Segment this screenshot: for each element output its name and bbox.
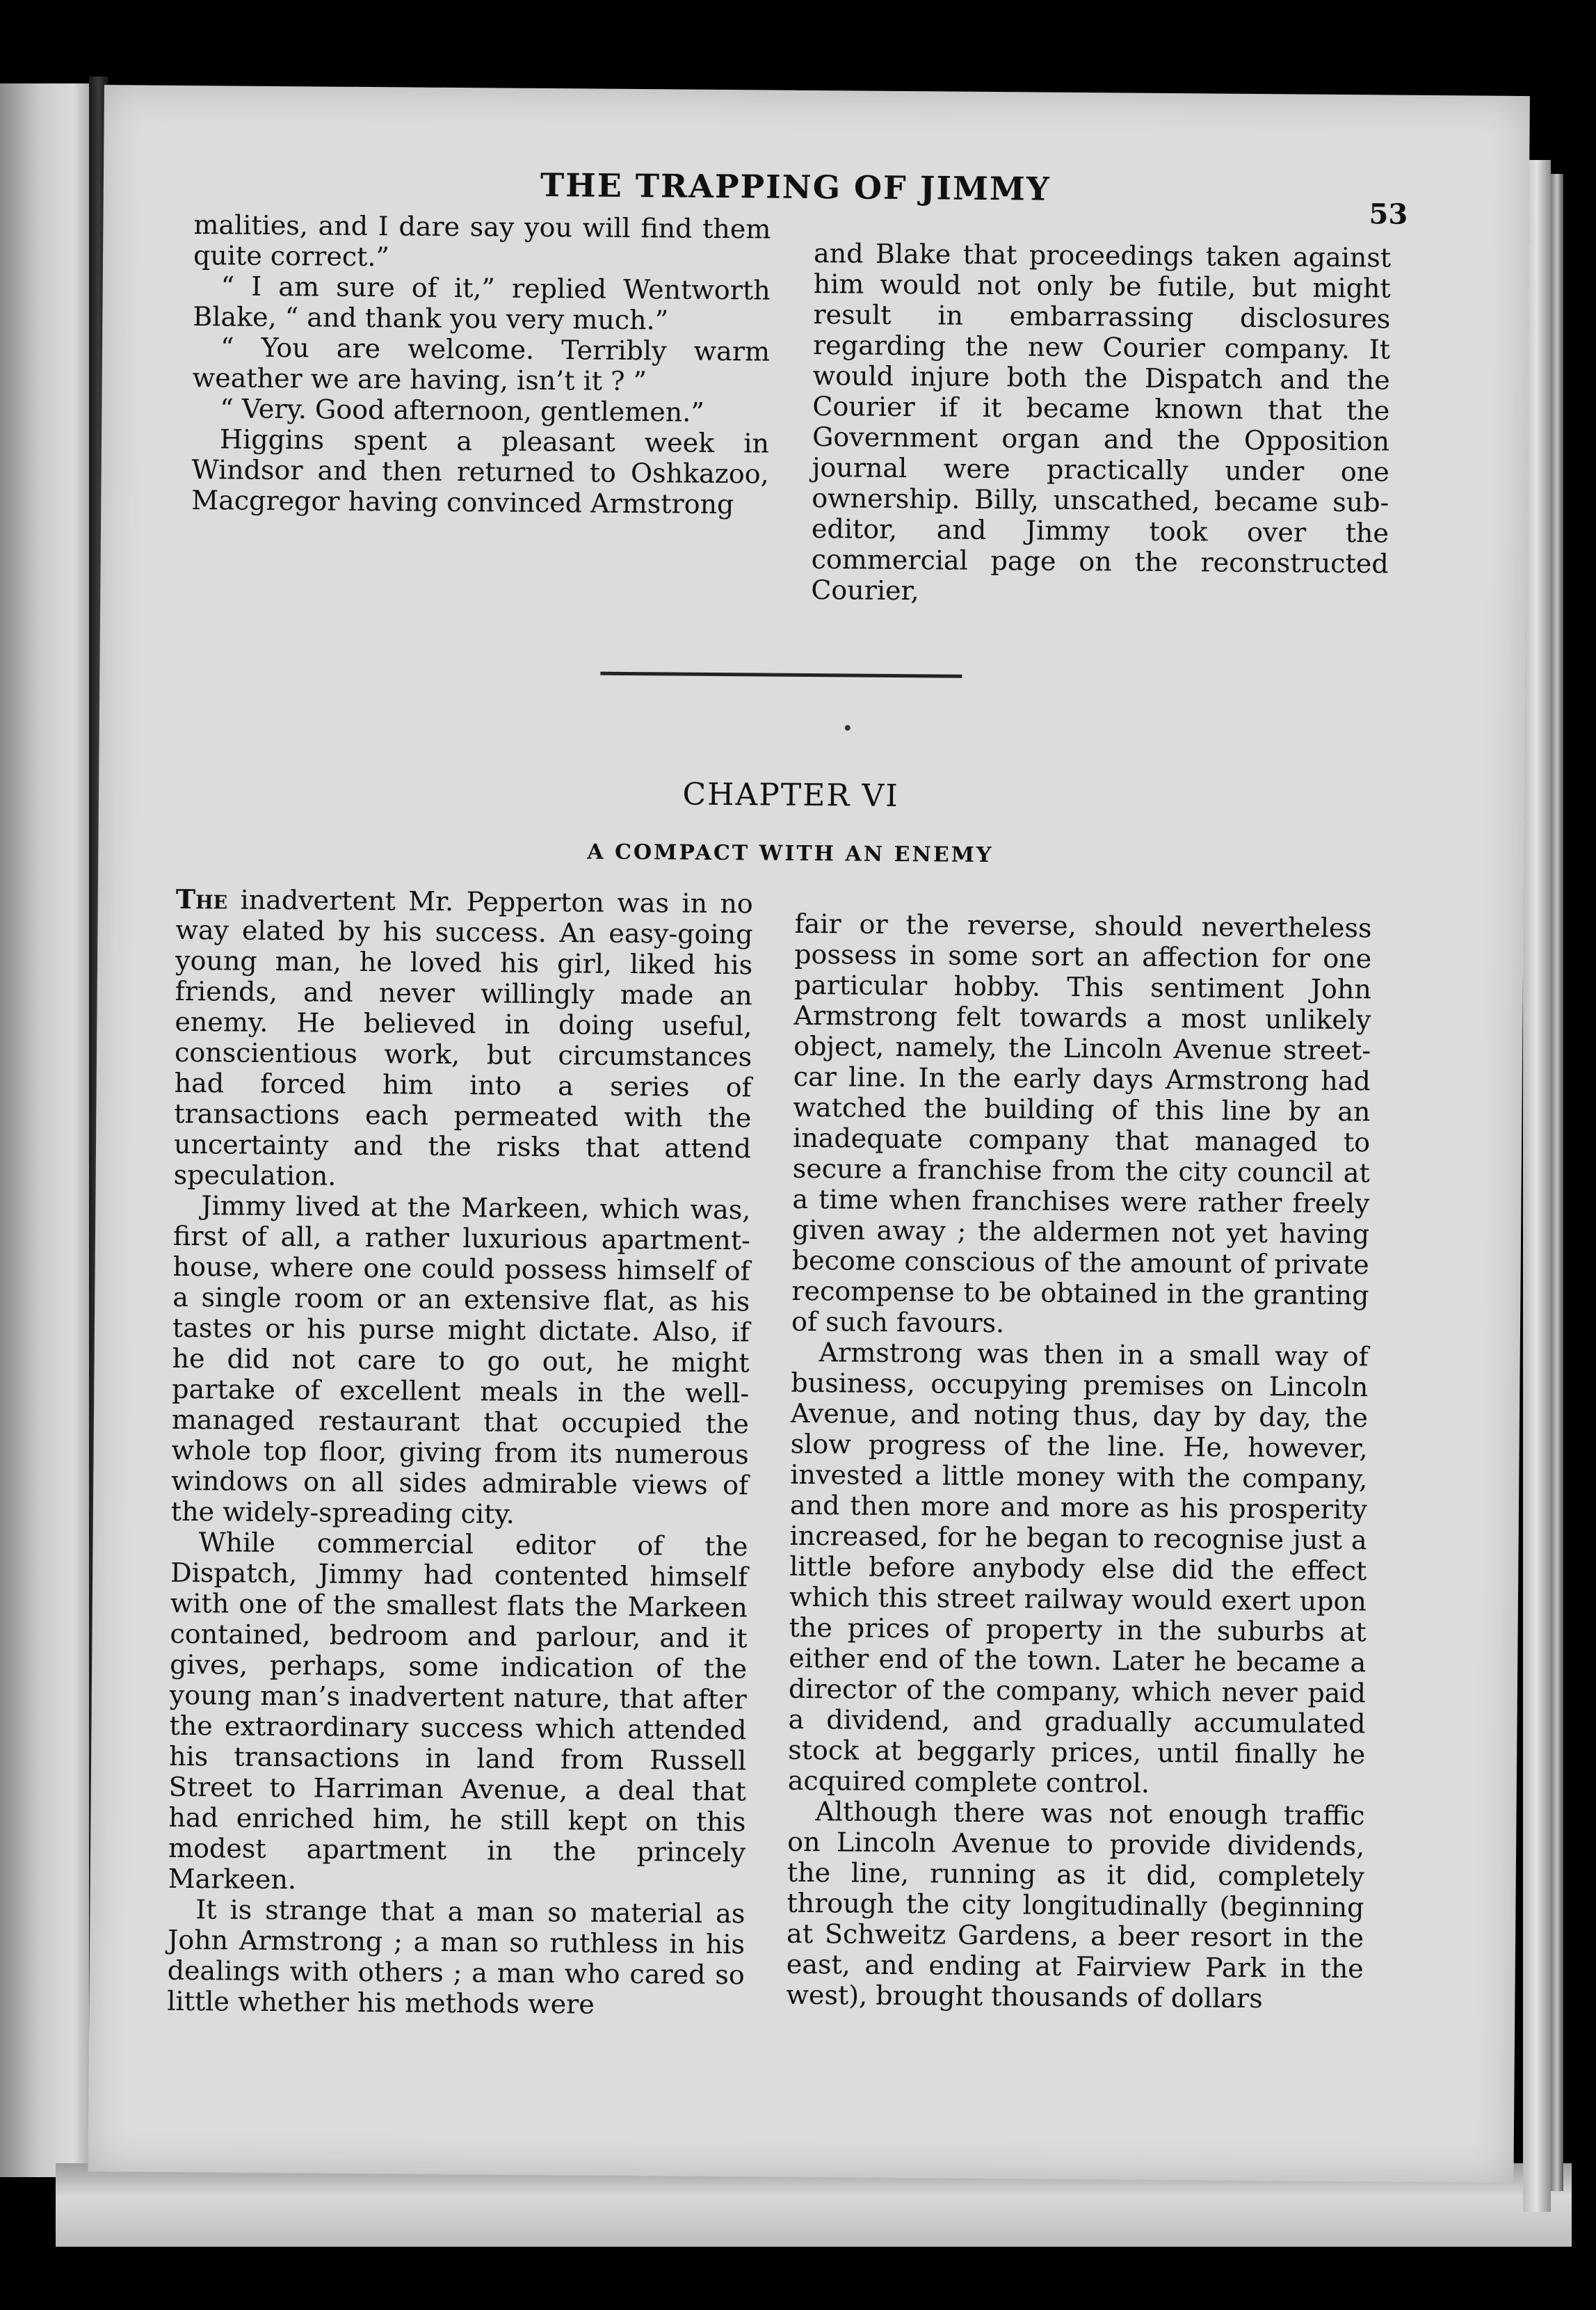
facing-page-edge xyxy=(0,83,97,2177)
paragraph: While commercial editor of the Dispatch, Jimmy had contented himself with one of the smallest flats the Markeen contained, bedroom and parlour, and it gives, perhaps, some indication of the young man’s inadvertent nature, that after the extraordinary success which attended his transactions in land from Russell Street to Harriman Avenue, a deal that had enriched him, he still kept on this modest apartment in the princely Markeen. xyxy=(168,1527,748,1895)
paragraph-text: inadvertent Mr. Pepperton was in no way elated by his success. An easy-going young man, he loved his girl, liked his friends, and never willingly made an enemy. He believed in doing useful, conscientious work, but circumstances had forced him into a series of transactions each permeated with the uncertainty and the risks that attend speculation. xyxy=(173,884,753,1192)
paragraph: Armstrong was then in a small way of business, occupying premises on Lincoln Avenue, and noting thus, day by day, the slow progress of the line. He, however, invested a little money with the company, and then more and more as his prosperity increased, for he began to recognise just a little before anybody else did the effect which this street railway would exert upon the prices of property in the suburbs at either end of the town. Later he became a director of the company, which never paid a dividend, and gradually accumulated stock at beggarly prices, until finally he acquired complete control. xyxy=(787,1337,1369,1799)
page-stack-right-shadow xyxy=(1551,174,1563,2191)
paragraph xyxy=(174,884,753,1195)
chapter-title: A COMPACT WITH AN ENEMY xyxy=(587,840,994,868)
paragraph: “ You are welcome. Terribly warm weather we are having, isn’t it ? ” xyxy=(192,332,771,397)
paragraph: “ I am sure of it,” replied Wentworth Blake, “ and thank you very much.” xyxy=(193,271,771,336)
bottom-right-column xyxy=(786,908,1371,2014)
book-page xyxy=(88,85,1529,2183)
section-divider xyxy=(600,672,962,678)
page-stack-right xyxy=(1523,160,1551,2212)
page-number: 53 xyxy=(1369,198,1408,231)
paragraph: Higgins spent a pleasant week in Windsor and then returned to Oshkazoo, Macgregor having convinced Armstrong xyxy=(191,424,770,520)
top-left-column xyxy=(191,209,771,520)
paragraph: It is strange that a man so material as John Armstrong ; a man so ruthless in his dealings with others ; a man who cared so little whether his methods were xyxy=(167,1894,745,2020)
paragraph: Although there was not enough traffic on Lincoln Avenue to provide dividends, the line, running as it did, completely through the city longitudinally (beginning at Schweitz Gardens, a beer resort in the east, and ending at Fairview Park in the west), brought thousands of dollars xyxy=(786,1796,1365,2014)
chapter-heading: CHAPTER VI xyxy=(682,776,899,815)
paragraph: “ Very. Good afternoon, gentlemen.” xyxy=(220,393,704,428)
drop-word: The xyxy=(175,883,228,915)
top-right-column xyxy=(811,238,1391,610)
paragraph: and Blake that proceedings taken against him would not only be futile, but might result in embarrassing disclosures regarding the new Courier company. It would injure both the Dispatch and the Courier if it became known that the Government organ and the Opposition journal were practically under one ownership. Billy, unscathed, became sub-editor, and Jimmy took over the commercial page on the reconstructed Courier, xyxy=(811,238,1392,607)
bottom-left-column xyxy=(167,884,753,2021)
paragraph: Jimmy lived at the Markeen, which was, first of all, a rather luxurious apartment-house, where one could possess himself of a single room or an extensive flat, as his tastes or his purse might dictate. Also, if he did not care to go out, he might partake of excellent meals in the well-managed restaurant that occupied the whole top floor, giving from its numerous windows on all sides admirable views of the widely-spreading city. xyxy=(170,1190,751,1530)
ornament-dot xyxy=(845,725,851,730)
paragraph: malities, and I dare say you will find them quite correct.” xyxy=(193,209,771,273)
running-title: THE TRAPPING OF JIMMY xyxy=(540,166,1051,208)
paragraph: fair or the reverse, should nevertheless possess in some sort an affection for one particular hobby. This sentiment John Armstrong felt towards a most unlikely object, namely, the Lincoln Avenue street-car line. In the early days Armstrong had watched the building of this line by an inadequate company that managed to secure a franchise from the city council at a time when franchises were rather freely given away ; the aldermen not yet having become conscious of the amount of private recompense to be obtained in the granting of such favours. xyxy=(791,908,1372,1339)
